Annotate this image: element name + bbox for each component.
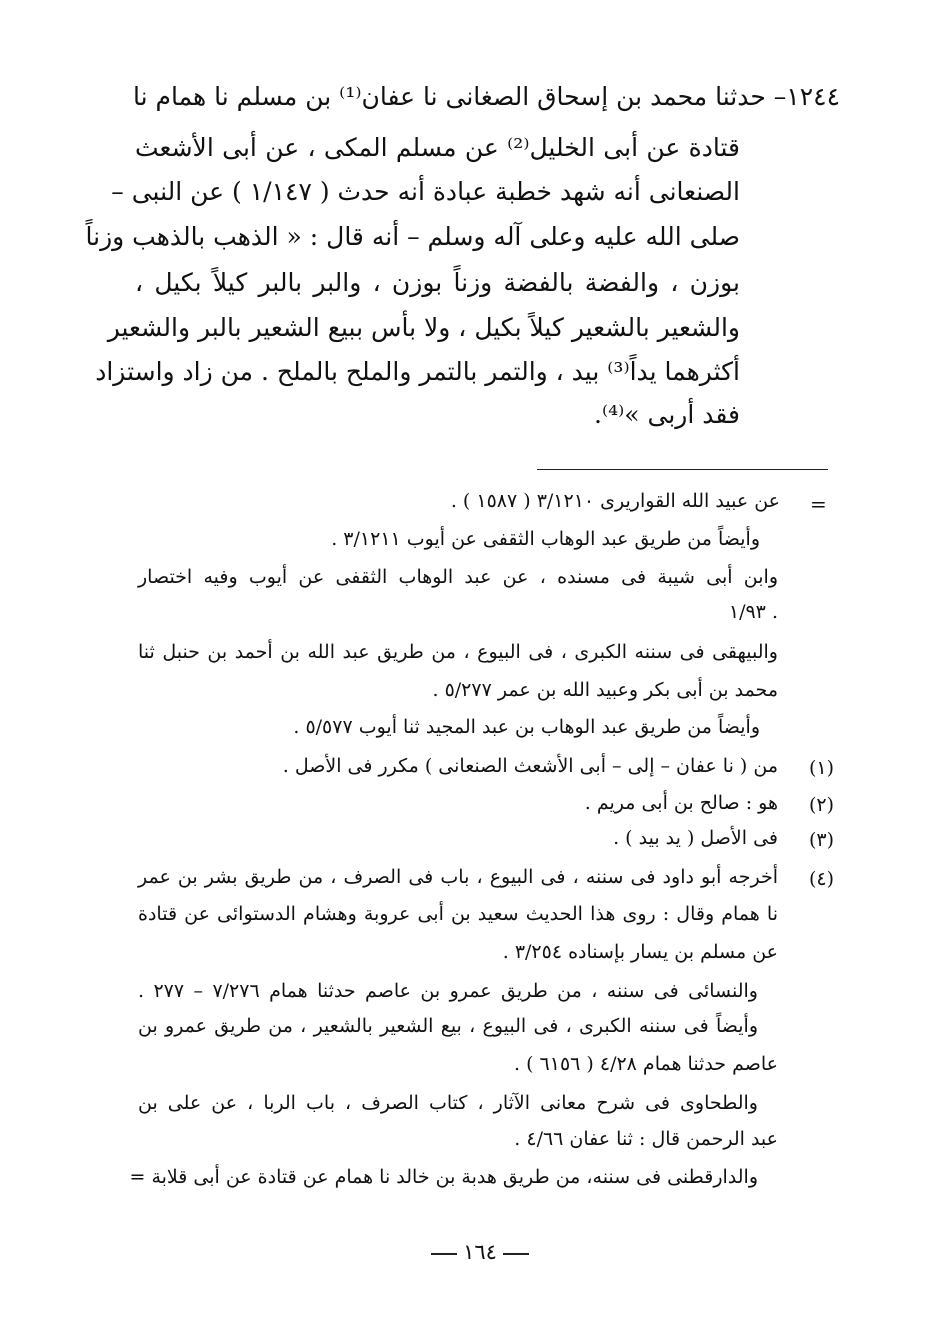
hadith-line-2: قتادة عن أبى الخليل⁽²⁾ عن مسلم المكى ، عن أبى الأشعث	[135, 133, 740, 162]
footnote-2-line-1: هو : صالح بن أبى مريم .	[584, 792, 778, 814]
footnote-cont-line-7: وأيضاً من طريق عبد الوهاب بن عبد المجيد ثنا أيوب ٥/٥٧٧ .	[293, 716, 760, 738]
footnote-4-line-2: نا همام وقال : روى هذا الحديث سعيد بن أبى عروبة وهشام الدستوائى عن قتادة	[138, 903, 778, 925]
hadith-line-4: صلى الله عليه وعلى آله وسلم – أنه قال : « الذهب بالذهب وزناً	[85, 222, 740, 251]
footnote-marker-3: (٣)	[808, 829, 834, 851]
footnote-cont-line-3: وابن أبى شيبة فى مسنده ، عن عبد الوهاب الثقفى عن أيوب وفيه اختصار	[138, 566, 778, 588]
footnote-4-line-3: عن مسلم بن يسار بإسناده ٣/٢٥٤ .	[502, 941, 778, 963]
footnote-4-line-7: والطحاوى فى شرح معانى الآثار ، كتاب الصرف ، باب الربا ، عن على بن	[138, 1092, 758, 1114]
footnote-4-line-4: والنسائى فى سننه ، من طريق عمرو بن عاصم حدثنا همام ٧/٢٧٦ – ٢٧٧ .	[138, 980, 758, 1002]
hadith-line-7: أكثرهما يداً⁽³⁾ بيد ، والتمر بالتمر والملح بالملح . من زاد واستزاد	[95, 357, 740, 386]
footnote-cont-line-6: محمد بن أبى بكر وعبيد الله بن عمر ٥/٢٧٧ .	[432, 679, 778, 701]
continuation-marker: =	[810, 492, 827, 516]
footnote-marker-4: (٤)	[808, 868, 834, 890]
hadith-line-1: ١٢٤٤– حدثنا محمد بن إسحاق الصغانى نا عفان⁽¹⁾ بن مسلم نا همام نا	[132, 82, 840, 111]
footnote-cont-line-2: وأيضاً من طريق عبد الوهاب الثقفى عن أيوب ٣/١٢١١ .	[331, 528, 760, 550]
footnote-cont-line-4: ١/٩٣ .	[728, 601, 778, 623]
footnote-cont-line-1: عن عبيد الله القواريرى ٣/١٢١٠ ( ١٥٨٧ ) .	[450, 490, 780, 512]
footnote-1-line-1: من ( نا عفان – إلى – أبى الأشعث الصنعانى ) مكرر فى الأصل .	[282, 755, 778, 777]
footnote-4-line-5: وأيضاً فى سننه الكبرى ، فى البيوع ، بيع الشعير بالشعير ، من طريق عمرو بن	[138, 1015, 758, 1037]
hadith-line-8: فقد أربى »⁽⁴⁾.	[594, 400, 740, 429]
footnote-marker-2: (٢)	[808, 794, 834, 816]
page-number	[425, 1240, 535, 1264]
footnote-separator	[537, 469, 828, 470]
page-number-dash-left	[431, 1253, 457, 1255]
page-number-value: ١٦٤	[463, 1240, 497, 1264]
footnote-4-line-9: والدارقطنى فى سننه، من طريق هدبة بن خالد نا همام عن قتادة عن أبى قلابة =	[129, 1166, 758, 1188]
hadith-line-6: والشعير بالشعير كيلاً بكيل ، ولا بأس ببيع الشعير بالبر والشعير	[107, 313, 740, 342]
hadith-line-3: الصنعانى أنه شهد خطبة عبادة أنه حدث ( ١/١٤٧ ) عن النبى –	[111, 177, 740, 206]
footnote-3-line-1: فى الأصل ( يد بيد ) .	[613, 827, 778, 849]
footnote-4-line-1: أخرجه أبو داود فى سننه ، فى البيوع ، باب فى الصرف ، من طريق بشر بن عمر	[138, 866, 778, 888]
footnote-marker-1: (١)	[808, 757, 834, 779]
footnote-4-line-8: عبد الرحمن قال : ثنا عفان ٤/٦٦ .	[514, 1128, 778, 1150]
footnote-4-line-6: عاصم حدثنا همام ٤/٢٨ ( ٦١٥٦ ) .	[514, 1053, 778, 1075]
footnote-cont-line-5: والبيهقى فى سننه الكبرى ، فى البيوع ، من طريق عبد الله بن أحمد بن حنبل ثنا	[138, 641, 778, 663]
hadith-line-5: بوزن ، والفضة بالفضة وزناً بوزن ، والبر بالبر كيلاً بكيل ،	[135, 268, 740, 297]
page-number-dash-right	[503, 1253, 529, 1255]
